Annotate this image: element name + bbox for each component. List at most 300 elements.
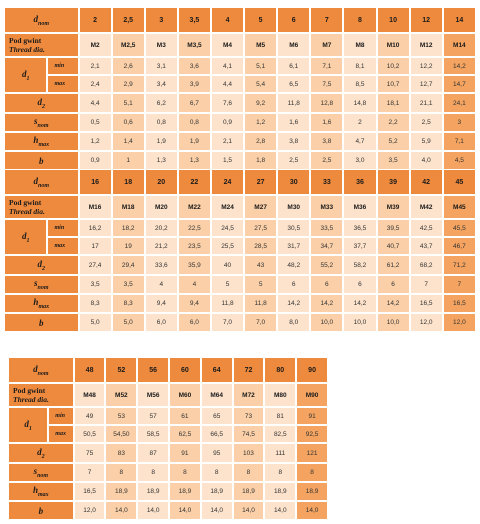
value-cell: 40,7: [378, 238, 409, 254]
value-cell: 9,4: [146, 295, 177, 312]
nominal-diameter-cell: 24: [212, 170, 243, 194]
nominal-diameter-cell: 60: [170, 358, 200, 382]
value-cell: 18,9: [106, 483, 136, 500]
value-cell: 12,2: [411, 58, 442, 74]
label-min: min: [49, 408, 72, 424]
row-b: [5, 152, 475, 169]
label-d1-subscript: 1: [28, 425, 32, 432]
value-cell: 16,5: [411, 295, 442, 312]
value-cell: 53: [106, 408, 136, 424]
value-cell: 18,9: [234, 483, 264, 500]
label-max: max: [48, 76, 77, 92]
value-cell: 10,7: [378, 76, 409, 92]
value-cell: M12: [411, 34, 442, 56]
value-cell: M56: [138, 384, 168, 406]
value-cell: M48: [75, 384, 105, 406]
value-cell: 6: [311, 276, 342, 293]
label-s-nom: [5, 114, 78, 131]
label-h-max-subscript: max: [38, 303, 50, 310]
value-cell: 66,5: [202, 426, 232, 442]
value-cell: 3,5: [113, 276, 144, 293]
value-cell: 71,2: [444, 256, 475, 274]
value-cell: 9,4: [179, 295, 210, 312]
value-cell: 6: [378, 276, 409, 293]
value-cell: 65: [202, 408, 232, 424]
row-h-max: [9, 483, 327, 500]
value-cell: 4,7: [344, 133, 375, 150]
value-cell: 11,8: [245, 295, 276, 312]
label-b-symbol: b: [38, 505, 44, 516]
value-cell: 1,2: [245, 114, 276, 131]
nominal-diameter-cell: 7: [311, 8, 342, 32]
value-cell: 1,9: [179, 133, 210, 150]
value-cell: 21,1: [411, 94, 442, 112]
label-thread-pl: Pod gwint: [9, 36, 42, 45]
row-s-nom: [9, 464, 327, 481]
value-cell: 6,2: [146, 94, 177, 112]
label-thread-dia: [9, 384, 73, 406]
label-thread-dia: [5, 196, 78, 218]
value-cell: 7,6: [212, 94, 243, 112]
value-cell: 3,8: [278, 133, 309, 150]
value-cell: 18,9: [265, 483, 295, 500]
label-d2-subscript: 2: [42, 265, 46, 272]
value-cell: 50,5: [75, 426, 105, 442]
label-h-max: [9, 483, 73, 500]
value-cell: 0,8: [146, 114, 177, 131]
row-b: [9, 502, 327, 519]
label-s-nom-subscript: nom: [37, 122, 49, 129]
value-cell: 1,3: [179, 152, 210, 169]
label-s-nom-symbol: s: [34, 278, 38, 289]
label-d2: [9, 444, 73, 462]
row-d1-min: [5, 58, 475, 74]
value-cell: M52: [106, 384, 136, 406]
value-cell: 1,6: [311, 114, 342, 131]
nominal-diameter-cell: 64: [202, 358, 232, 382]
label-d1-symbol: d: [21, 68, 27, 79]
value-cell: 8: [138, 464, 168, 481]
value-cell: 82,5: [265, 426, 295, 442]
value-cell: 8: [202, 464, 232, 481]
nominal-diameter-cell: 39: [378, 170, 409, 194]
nominal-diameter-cell: 2,5: [113, 8, 144, 32]
value-cell: 2,6: [113, 58, 144, 74]
value-cell: 92,5: [297, 426, 327, 442]
nominal-diameter-cell: 36: [344, 170, 375, 194]
row-d-nom: [5, 8, 475, 32]
value-cell: 14,2: [378, 295, 409, 312]
value-cell: 23,5: [179, 238, 210, 254]
row-d1-max: [5, 238, 475, 254]
label-b: [5, 152, 78, 169]
value-cell: 27,4: [80, 256, 111, 274]
value-cell: 7: [75, 464, 105, 481]
nominal-diameter-cell: 30: [278, 170, 309, 194]
value-cell: 83: [106, 444, 136, 462]
value-cell: 1,8: [245, 152, 276, 169]
label-h-max-symbol: h: [33, 135, 39, 146]
value-cell: 8,3: [113, 295, 144, 312]
value-cell: 14,0: [265, 502, 295, 519]
value-cell: 5: [212, 276, 243, 293]
value-cell: M18: [113, 196, 144, 218]
label-d1-symbol: d: [21, 230, 27, 241]
value-cell: M20: [146, 196, 177, 218]
value-cell: 8: [234, 464, 264, 481]
label-d2-symbol: d: [37, 96, 43, 107]
label-d1-subscript: 1: [26, 237, 30, 244]
nominal-diameter-cell: 56: [138, 358, 168, 382]
label-min: min: [48, 220, 77, 236]
label-d2-subscript: 2: [41, 453, 45, 460]
label-thread-en: Thread dia.: [9, 45, 45, 54]
value-cell: 111: [265, 444, 295, 462]
value-cell: M60: [170, 384, 200, 406]
value-cell: 61: [170, 408, 200, 424]
value-cell: 6,1: [278, 58, 309, 74]
value-cell: 42,5: [411, 220, 442, 236]
value-cell: M24: [212, 196, 243, 218]
value-cell: 2,1: [80, 58, 111, 74]
value-cell: 19: [113, 238, 144, 254]
value-cell: 95: [202, 444, 232, 462]
label-thread-dia: [5, 34, 78, 56]
value-cell: 1,5: [212, 152, 243, 169]
value-cell: 28,5: [245, 238, 276, 254]
value-cell: 39,5: [378, 220, 409, 236]
value-cell: 58,2: [344, 256, 375, 274]
value-cell: M6: [278, 34, 309, 56]
value-cell: 30,5: [278, 220, 309, 236]
value-cell: 17: [80, 238, 111, 254]
value-cell: 3,9: [179, 76, 210, 92]
value-cell: 14,0: [106, 502, 136, 519]
value-cell: 10,0: [311, 314, 342, 331]
value-cell: 57: [138, 408, 168, 424]
label-h-max-symbol: h: [33, 485, 39, 496]
dimension-table-3: [7, 356, 329, 521]
value-cell: 14,2: [344, 295, 375, 312]
nominal-diameter-cell: 16: [80, 170, 111, 194]
value-cell: 8,5: [344, 76, 375, 92]
value-cell: 2,2: [378, 114, 409, 131]
value-cell: 1,2: [80, 133, 111, 150]
value-cell: 3,1: [146, 58, 177, 74]
value-cell: 0,9: [212, 114, 243, 131]
value-cell: 21,2: [146, 238, 177, 254]
nominal-diameter-cell: 6: [278, 8, 309, 32]
value-cell: 2,5: [278, 152, 309, 169]
row-b: [5, 314, 475, 331]
nominal-diameter-cell: 18: [113, 170, 144, 194]
nominal-diameter-cell: 20: [146, 170, 177, 194]
value-cell: 73: [234, 408, 264, 424]
nominal-diameter-cell: 90: [297, 358, 327, 382]
value-cell: 8,0: [278, 314, 309, 331]
value-cell: 16,5: [75, 483, 105, 500]
label-s-nom: [9, 464, 73, 481]
nominal-diameter-cell: 14: [444, 8, 475, 32]
value-cell: 2,8: [245, 133, 276, 150]
value-cell: M4: [212, 34, 243, 56]
value-cell: 45,5: [444, 220, 475, 236]
value-cell: 68,2: [411, 256, 442, 274]
label-h-max-subscript: max: [38, 141, 50, 148]
value-cell: 4,4: [212, 76, 243, 92]
nominal-diameter-cell: 3,5: [179, 8, 210, 32]
value-cell: 35,9: [179, 256, 210, 274]
value-cell: 7,1: [444, 133, 475, 150]
value-cell: M22: [179, 196, 210, 218]
value-cell: 6,5: [278, 76, 309, 92]
value-cell: 24,5: [212, 220, 243, 236]
label-d1: [5, 58, 46, 92]
value-cell: 43,7: [411, 238, 442, 254]
label-d2-symbol: d: [37, 446, 42, 457]
value-cell: 4: [179, 276, 210, 293]
label-b: [9, 502, 73, 519]
value-cell: 14,7: [444, 76, 475, 92]
row-d1-max: [5, 76, 475, 92]
label-d-nom-symbol: d: [33, 363, 38, 374]
value-cell: 12,7: [411, 76, 442, 92]
value-cell: 14,0: [138, 502, 168, 519]
value-cell: 1,4: [113, 133, 144, 150]
value-cell: 3,0: [344, 152, 375, 169]
value-cell: 14,0: [297, 502, 327, 519]
value-cell: M3: [146, 34, 177, 56]
value-cell: 48,2: [278, 256, 309, 274]
nominal-diameter-cell: 5: [245, 8, 276, 32]
value-cell: 8: [297, 464, 327, 481]
value-cell: 43: [245, 256, 276, 274]
label-thread-en: Thread dia.: [13, 395, 49, 404]
value-cell: 18,2: [113, 220, 144, 236]
row-d1-min: [5, 220, 475, 236]
label-d-nom: [5, 170, 78, 194]
value-cell: 5,1: [113, 94, 144, 112]
label-max: max: [49, 426, 72, 442]
value-cell: 9,2: [245, 94, 276, 112]
value-cell: M7: [311, 34, 342, 56]
label-b-symbol: b: [39, 155, 44, 166]
value-cell: 6: [278, 276, 309, 293]
nominal-diameter-cell: 42: [411, 170, 442, 194]
row-d2: [5, 256, 475, 274]
label-d1: [9, 408, 47, 442]
value-cell: 22,5: [179, 220, 210, 236]
value-cell: 11,8: [278, 94, 309, 112]
value-cell: M90: [297, 384, 327, 406]
value-cell: 7: [411, 276, 442, 293]
label-d1-symbol: d: [24, 418, 29, 429]
value-cell: 12,8: [311, 94, 342, 112]
label-s-nom-symbol: s: [33, 466, 38, 477]
value-cell: 8,3: [80, 295, 111, 312]
value-cell: 24,1: [444, 94, 475, 112]
dimension-table-2: [3, 168, 477, 333]
value-cell: M2,5: [113, 34, 144, 56]
label-d-nom: [5, 8, 78, 32]
label-s-nom-subscript: nom: [37, 284, 49, 291]
nominal-diameter-cell: 45: [444, 170, 475, 194]
value-cell: 3,8: [311, 133, 342, 150]
label-d-nom-symbol: d: [33, 13, 38, 24]
label-max: max: [48, 238, 77, 254]
value-cell: 18,9: [202, 483, 232, 500]
value-cell: 61,2: [378, 256, 409, 274]
value-cell: 75: [75, 444, 105, 462]
row-d1-min: [9, 408, 327, 424]
nominal-diameter-cell: 72: [234, 358, 264, 382]
label-d-nom-subscript: nom: [37, 370, 49, 377]
value-cell: 3,6: [179, 58, 210, 74]
value-cell: 1,3: [146, 152, 177, 169]
label-thread-en: Thread dia.: [9, 207, 45, 216]
row-d2: [5, 94, 475, 112]
value-cell: 4,5: [444, 152, 475, 169]
value-cell: 8,1: [344, 58, 375, 74]
label-h-max-subscript: max: [38, 491, 49, 498]
value-cell: 91: [170, 444, 200, 462]
value-cell: 14,0: [202, 502, 232, 519]
value-cell: 7,0: [212, 314, 243, 331]
label-d1: [5, 220, 46, 254]
value-cell: 2,1: [212, 133, 243, 150]
label-thread-pl: Pod gwint: [13, 386, 46, 395]
value-cell: 7,0: [245, 314, 276, 331]
value-cell: 81: [265, 408, 295, 424]
label-d-nom-subscript: nom: [38, 182, 50, 189]
value-cell: 12,0: [444, 314, 475, 331]
row-d-nom: [9, 358, 327, 382]
label-d1-subscript: 1: [26, 75, 30, 82]
value-cell: 8: [265, 464, 295, 481]
value-cell: M42: [411, 196, 442, 218]
value-cell: M45: [444, 196, 475, 218]
value-cell: 2,9: [113, 76, 144, 92]
value-cell: 40: [212, 256, 243, 274]
value-cell: 18,9: [138, 483, 168, 500]
nominal-diameter-cell: 3: [146, 8, 177, 32]
value-cell: 3: [444, 114, 475, 131]
label-d-nom-symbol: d: [33, 175, 38, 186]
value-cell: 121: [297, 444, 327, 462]
value-cell: 87: [138, 444, 168, 462]
nominal-diameter-cell: 12: [411, 8, 442, 32]
value-cell: 0,6: [113, 114, 144, 131]
nominal-diameter-cell: 4: [212, 8, 243, 32]
value-cell: 5,9: [411, 133, 442, 150]
row-h-max: [5, 295, 475, 312]
value-cell: M8: [344, 34, 375, 56]
value-cell: 10,0: [344, 314, 375, 331]
value-cell: 55,2: [311, 256, 342, 274]
value-cell: 74,5: [234, 426, 264, 442]
row-d2: [9, 444, 327, 462]
label-h-max-symbol: h: [33, 297, 39, 308]
row-s-nom: [5, 276, 475, 293]
value-cell: 31,7: [278, 238, 309, 254]
value-cell: 37,7: [344, 238, 375, 254]
label-b: [5, 314, 78, 331]
row-h-max: [5, 133, 475, 150]
nominal-diameter-cell: 22: [179, 170, 210, 194]
value-cell: 11,8: [212, 295, 243, 312]
row-thread: [9, 384, 327, 406]
value-cell: 16,5: [444, 295, 475, 312]
value-cell: 36,5: [344, 220, 375, 236]
value-cell: 1,6: [278, 114, 309, 131]
label-d2-symbol: d: [37, 258, 43, 269]
value-cell: M33: [311, 196, 342, 218]
value-cell: 33,6: [146, 256, 177, 274]
value-cell: 6: [344, 276, 375, 293]
value-cell: 6,0: [179, 314, 210, 331]
value-cell: 3,5: [378, 152, 409, 169]
label-h-max: [5, 295, 78, 312]
value-cell: 14,0: [234, 502, 264, 519]
value-cell: 58,5: [138, 426, 168, 442]
value-cell: 18,1: [378, 94, 409, 112]
label-thread-pl: Pod gwint: [9, 198, 42, 207]
value-cell: 6,7: [179, 94, 210, 112]
value-cell: 7,1: [311, 58, 342, 74]
value-cell: 14,2: [444, 58, 475, 74]
value-cell: M27: [245, 196, 276, 218]
value-cell: 1: [113, 152, 144, 169]
value-cell: 2,5: [411, 114, 442, 131]
value-cell: M36: [344, 196, 375, 218]
value-cell: 14,8: [344, 94, 375, 112]
value-cell: 14,2: [278, 295, 309, 312]
row-thread: [5, 196, 475, 218]
value-cell: 54,50: [106, 426, 136, 442]
row-thread: [5, 34, 475, 56]
value-cell: 20,2: [146, 220, 177, 236]
label-d-nom-subscript: nom: [38, 20, 50, 27]
value-cell: 29,4: [113, 256, 144, 274]
value-cell: M3,5: [179, 34, 210, 56]
label-s-nom: [5, 276, 78, 293]
value-cell: 2,4: [80, 76, 111, 92]
value-cell: M2: [80, 34, 111, 56]
value-cell: 14,2: [311, 295, 342, 312]
label-d2: [5, 256, 78, 274]
row-s-nom: [5, 114, 475, 131]
value-cell: M10: [378, 34, 409, 56]
label-min: min: [48, 58, 77, 74]
label-d2: [5, 94, 78, 112]
value-cell: 5: [245, 276, 276, 293]
label-b-symbol: b: [39, 317, 44, 328]
value-cell: 4,4: [80, 94, 111, 112]
value-cell: M5: [245, 34, 276, 56]
value-cell: 49: [75, 408, 105, 424]
value-cell: 4: [146, 276, 177, 293]
value-cell: 62,5: [170, 426, 200, 442]
value-cell: M30: [278, 196, 309, 218]
value-cell: 5,0: [113, 314, 144, 331]
value-cell: 103: [234, 444, 264, 462]
nominal-diameter-cell: 33: [311, 170, 342, 194]
nominal-diameter-cell: 27: [245, 170, 276, 194]
value-cell: M16: [80, 196, 111, 218]
value-cell: M72: [234, 384, 264, 406]
value-cell: 8: [106, 464, 136, 481]
value-cell: 3,4: [146, 76, 177, 92]
